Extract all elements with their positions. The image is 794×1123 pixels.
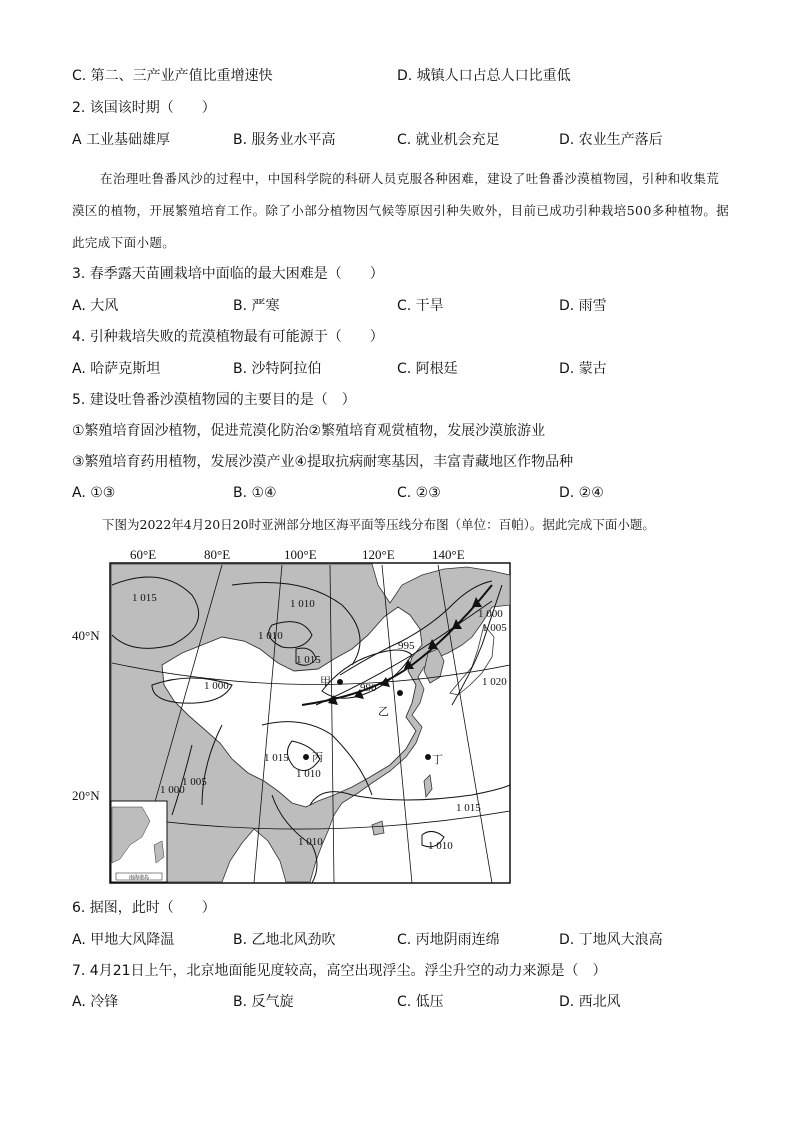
q5-option-d: D. ②④ <box>559 485 604 501</box>
q7-option-d: D. 西北风 <box>559 994 621 1010</box>
isobar-label-12: 1 010 <box>296 768 321 780</box>
isobar-label-10: 1 020 <box>482 676 507 688</box>
q5-option-b: B. ①④ <box>233 485 277 501</box>
place-jia-dot <box>337 679 343 685</box>
lon-label-120: 120°E <box>362 547 395 562</box>
place-yi-dot <box>397 690 403 696</box>
q2-option-a: A 工业基础雄厚 <box>72 132 171 148</box>
place-bing-dot <box>303 754 309 760</box>
place-ding-dot <box>425 754 431 760</box>
q2-option-c: C. 就业机会充足 <box>397 132 500 148</box>
q7-option-c: C. 低压 <box>397 994 444 1010</box>
inset-caption: 南海诸岛 <box>128 875 150 881</box>
isobar-label-2: 1 010 <box>290 598 315 610</box>
place-bing-label: 丙 <box>312 752 323 764</box>
q7-option-b: B. 反气旋 <box>233 994 294 1010</box>
q5-option-a: A. ①③ <box>72 485 116 501</box>
q6-stem: 6. 据图，此时（ ） <box>72 900 216 916</box>
place-jia-label: 甲 <box>320 676 331 688</box>
isobar-label-14: 1 000 <box>160 784 185 796</box>
q4-option-c: C. 阿根廷 <box>397 361 458 377</box>
isobar-label-1: 1 015 <box>132 592 157 604</box>
q5-statements-2: ③繁殖培育药用植物，发展沙漠产业④提取抗病耐寒基因，丰富青藏地区作物品种 <box>72 454 574 470</box>
isobar-label-3: 1 010 <box>258 630 283 642</box>
q4-option-d: D. 蒙古 <box>559 361 607 377</box>
south-china-sea-inset <box>111 801 167 882</box>
q7-stem: 7. 4月21日上午，北京地面能见度较高，高空出现浮尘。浮尘升空的动力来源是（ ） <box>72 963 607 979</box>
q3-option-b: B. 严寒 <box>233 298 280 314</box>
isobar-map <box>72 545 522 885</box>
isobar-label-11: 1 015 <box>264 752 289 764</box>
isobar-label-15: 1 015 <box>456 802 481 814</box>
isobar-label-16: 1 010 <box>428 840 453 852</box>
q1-option-d: D. 城镇人口占总人口比重低 <box>397 68 571 84</box>
q3-option-d: D. 雨雪 <box>559 298 607 314</box>
isobar-label-8: 1 000 <box>478 608 503 620</box>
place-ding-label: 丁 <box>432 754 443 766</box>
isobar-label-5: 1 000 <box>204 680 229 692</box>
q2-stem: 2. 该国该时期（ ） <box>72 100 216 116</box>
isobar-label-17: 1 010 <box>298 836 323 848</box>
q4-option-b: B. 沙特阿拉伯 <box>233 361 322 377</box>
lat-label-40: 40°N <box>72 628 100 643</box>
q5-option-c: C. ②③ <box>397 485 441 501</box>
lon-label-80: 80°E <box>204 547 231 562</box>
q1-option-c: C. 第二、三产业产值比重增速快 <box>72 68 273 84</box>
isobar-label-4: 1 015 <box>296 654 321 666</box>
q6-option-d: D. 丁地风大浪高 <box>559 932 663 948</box>
map-intro: 下图为2022年4月20日20时亚洲部分地区海平面等压线分布图（单位：百帕）。据此完成下面小题。 <box>102 517 655 532</box>
isobar-label-13: 1 005 <box>182 776 207 788</box>
q2-option-d: D. 农业生产落后 <box>559 132 663 148</box>
q5-statements-1: ①繁殖培育固沙植物，促进荒漠化防治②繁殖培育观赏植物，发展沙漠旅游业 <box>72 423 546 439</box>
isobar-label-9: 1 005 <box>482 622 507 634</box>
q4-option-a: A. 哈萨克斯坦 <box>72 361 161 377</box>
q6-option-c: C. 丙地阴雨连绵 <box>397 932 500 948</box>
q5-stem: 5. 建设吐鲁番沙漠植物园的主要目的是（ ） <box>72 392 356 408</box>
q4-stem: 4. 引种栽培失败的荒漠植物最有可能源于（ ） <box>72 329 384 345</box>
q3-stem: 3. 春季露天苗圃栽培中面临的最大困难是（ ） <box>72 266 384 282</box>
isobar-label-6: 990 <box>360 682 377 694</box>
lat-label-20: 20°N <box>72 788 100 803</box>
lon-label-140: 140°E <box>432 547 465 562</box>
lon-label-100: 100°E <box>284 547 317 562</box>
passage-turpan: 在治理吐鲁番风沙的过程中，中国科学院的科研人员克服各种困难，建设了吐鲁番沙漠植物园，引种和收集荒漠区的植物，开展繁殖培育工作。除了小部分植物因气候等原因引种失败外，目前已成功引种栽培500多种植物。据此完成下面小题。 <box>72 171 730 250</box>
isobar-label-7: 995 <box>398 640 415 652</box>
q6-option-b: B. 乙地北风劲吹 <box>233 932 336 948</box>
q3-option-a: A. 大风 <box>72 298 119 314</box>
q7-option-a: A. 冷锋 <box>72 994 119 1010</box>
place-yi-label: 乙 <box>378 706 389 718</box>
q6-option-a: A. 甲地大风降温 <box>72 932 175 948</box>
lon-label-60: 60°E <box>130 547 157 562</box>
q2-option-b: B. 服务业水平高 <box>233 132 336 148</box>
q3-option-c: C. 干旱 <box>397 298 444 314</box>
